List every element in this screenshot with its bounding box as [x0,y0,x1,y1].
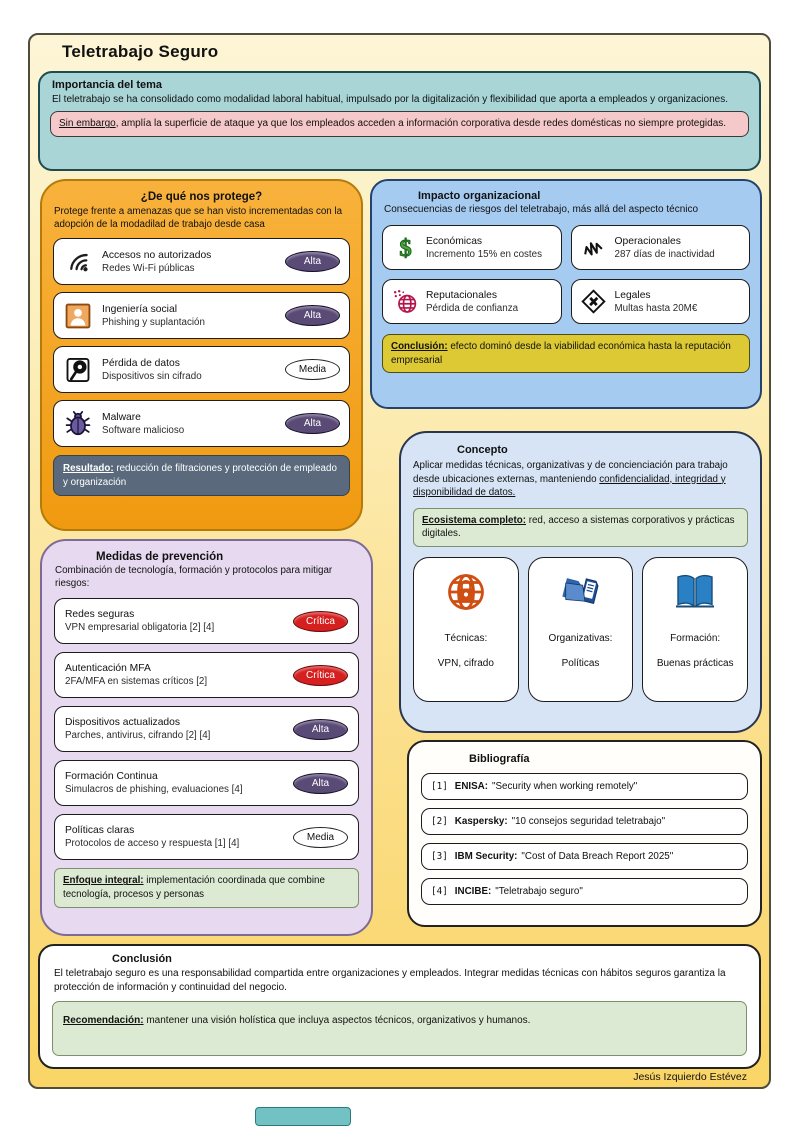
impact-title: Legales [614,289,651,301]
impact-title: Reputacionales [426,289,497,301]
section-protege [40,179,363,531]
bib-work: "Security when working remotely" [492,781,638,792]
concepto-body-plain: Aplicar medidas técnicas, organizativas y de concienciación para trabajo desde ubicaciones externas, manteniendo [413,460,728,485]
bib-ref: [3] [431,851,448,862]
section-medidas [40,539,373,936]
protege-resultado [53,455,350,496]
bib-source: IBM Security: [454,851,518,862]
disk-icon [63,355,93,385]
page-title: Teletrabajo Seguro [62,42,219,61]
risk-badge: Alta [285,251,340,272]
medidas-title: Medidas de prevención [96,551,224,563]
concepto-card-organizativas [528,557,634,702]
section-conclusion [38,944,761,1069]
threat-subtitle: Phishing y suplantación [102,316,205,328]
section-impacto [370,179,762,409]
impact-subtitle: 287 días de inactividad [614,248,715,260]
measure-subtitle: 2FA/MFA en sistemas críticos [2] [65,676,208,688]
measure-subtitle: VPN empresarial obligatoria [2] [4] [65,622,215,634]
section-concepto [399,431,762,733]
globe-lock-icon [442,568,490,621]
author-name: Jesús Izquierdo Estévez [633,1071,747,1083]
section-importancia [38,71,761,171]
threat-subtitle: Redes Wi-Fi públicas [102,262,195,274]
measure-card-mfa [54,652,359,698]
folder-icon [557,568,605,621]
measure-title: Políticas claras [65,825,135,837]
measure-subtitle: Parches, antivirus, cifrando [2] [4] [65,730,211,742]
measure-title: Formación Continua [65,771,158,783]
medidas-subtitle: Combinación de tecnología, formación y protocolos para mitigar riesgos: [55,565,333,589]
diamond-x-icon [580,288,608,316]
enfoque-lead: Enfoque integral: [63,875,144,887]
enfoque-rest: implementación coordinada que combine tecnología, procesos y personas [63,875,325,901]
priority-badge: Media [293,827,348,848]
concepto-card-label: Organizativas: [548,632,613,644]
measure-card-redes [54,598,359,644]
measure-title: Autenticación MFA [65,663,151,675]
bibliography-entry [421,843,748,870]
impact-subtitle: Pérdida de confianza [426,302,519,314]
impact-card-legales [571,279,751,324]
importancia-title: Importancia del tema [52,79,163,91]
impacto-grid [382,225,750,324]
threat-title: Ingeniería social [102,303,177,315]
priority-badge: Crítica [293,611,348,632]
warning-rest: , amplía la superficie de ataque ya que los empleados acceden a información corporativa desde redes domésticas no siempre protegidas. [115,118,727,130]
impact-subtitle: Incremento 15% en costes [426,248,542,260]
globe-dots-icon [391,288,419,316]
bib-ref: [4] [431,886,448,897]
ecosistema-lead: Ecosistema completo: [422,514,526,526]
measure-title: Redes seguras [65,609,135,621]
bibliography-entry [421,773,748,800]
risk-badge: Alta [285,305,340,326]
section-bibliografia [407,740,762,927]
risk-badge: Alta [285,413,340,434]
bib-work: "Cost of Data Breach Report 2025" [521,851,674,862]
concepto-card-tecnicas [413,557,519,702]
bibliography-entry [421,808,748,835]
risk-badge: Media [285,359,340,380]
bug-icon [63,409,93,439]
concepto-card-label: Técnicas: [444,632,488,644]
impacto-conclusion [382,334,750,373]
threat-card-ingenieria [53,292,350,339]
impact-subtitle: Multas hasta 20M€ [614,302,698,314]
recomendacion-rest: mantener una visión holística que incluya aspectos técnicos, organizativos y humanos. [143,1015,531,1026]
zigzag-icon [580,234,608,262]
impacto-conclusion-rest: efecto dominó desde la viabilidad económica hasta la reputación empresarial [391,341,731,366]
resultado-rest: reducción de filtraciones y protección de empleado y organización [63,463,337,488]
ecosistema-rest: red, acceso a sistemas corporativos y prácticas digitales. [422,514,735,540]
dollar-icon [391,234,419,262]
svg-text:$: $ [398,234,412,261]
conclusion-recomendacion [52,1001,747,1056]
bib-source: ENISA: [454,781,489,792]
concepto-card-value: Políticas [561,657,600,669]
concepto-card-value: Buenas prácticas [656,657,734,669]
measure-subtitle: Protocolos de acceso y respuesta [1] [4] [65,838,240,850]
concepto-card-formacion [642,557,748,702]
medidas-enfoque [54,868,359,907]
bib-work: "10 consejos seguridad teletrabajo" [511,816,666,827]
measure-title: Dispositivos actualizados [65,717,181,729]
impact-card-economicas [382,225,562,270]
threat-subtitle: Dispositivos sin cifrado [102,370,202,382]
measure-card-dispositivos [54,706,359,752]
threat-card-accesos [53,238,350,285]
measure-subtitle: Simulacros de phishing, evaluaciones [4] [65,784,243,796]
bib-source: INCIBE: [454,886,492,897]
resultado-lead: Resultado: [63,463,114,475]
impact-title: Económicas [426,235,483,247]
concepto-ecosistema [413,508,748,547]
impact-card-operacionales [571,225,751,270]
bib-ref: [2] [431,816,448,827]
conclusion-title: Conclusión [112,953,172,965]
warning-lead: Sin embargo [59,118,116,130]
bib-ref: [1] [431,781,448,792]
importancia-warning [50,111,749,137]
book-icon [671,568,719,621]
impact-card-reputacionales [382,279,562,324]
footer-tab [255,1107,351,1126]
impacto-subtitle: Consecuencias de riesgos del teletrabajo, más allá del aspecto técnico [384,204,699,215]
bibliography-entry [421,878,748,905]
concepto-cards [413,557,748,702]
threat-card-malware [53,400,350,447]
importancia-body: El teletrabajo se ha consolidado como modalidad laboral habitual, impulsado por la digitalización y flexibilidad que aporta a empleados y organizaciones. [52,94,728,105]
conclusion-body: El teletrabajo seguro es una responsabilidad compartida entre organizaciones y empleados. Integrar medidas técnicas con hábitos seguros garantiza la protección de información y continuidad del negocio. [54,968,726,993]
measure-card-politicas [54,814,359,860]
concepto-card-label: Formación: [670,632,721,644]
bib-source: Kaspersky: [454,816,508,827]
bibliografia-title: Bibliografía [469,753,530,765]
bib-work: "Teletrabajo seguro" [495,886,583,897]
concepto-body-underline: confidencialidad, integridad y disponibilidad de datos. [413,473,726,499]
threat-title: Accesos no autorizados [102,249,212,261]
priority-badge: Alta [293,773,348,794]
threat-subtitle: Software malicioso [102,424,185,436]
impacto-title: Impacto organizacional [418,190,541,202]
measure-card-formacion [54,760,359,806]
protege-title: ¿De qué nos protege? [140,191,263,203]
protege-subtitle: Protege frente a amenazas que se han visto incrementadas con la adopción de la modadilad de trabajo desde casa [54,206,343,230]
priority-badge: Alta [293,719,348,740]
wifi-icon [63,247,93,277]
threat-title: Malware [102,411,141,423]
person-icon [63,301,93,331]
concepto-title: Concepto [457,444,508,456]
priority-badge: Crítica [293,665,348,686]
impacto-conclusion-lead: Conclusión: [391,341,448,352]
concepto-card-value: VPN, cifrado [437,657,494,669]
impact-title: Operacionales [614,235,681,247]
threat-card-perdida [53,346,350,393]
concepto-body [413,459,748,500]
recomendacion-lead: Recomendación: [63,1015,144,1026]
threat-title: Pérdida de datos [102,357,180,369]
